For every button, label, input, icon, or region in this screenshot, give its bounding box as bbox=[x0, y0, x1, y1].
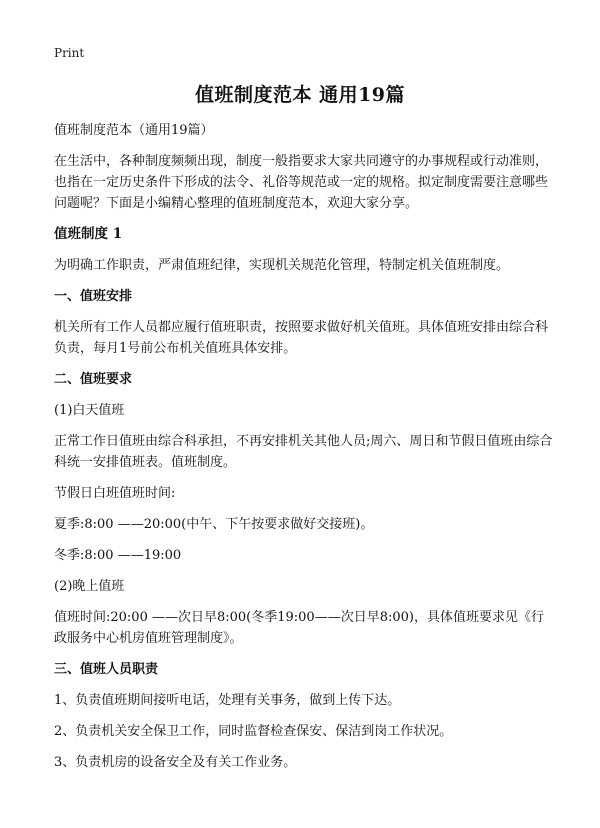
part1-heading: 一、值班安排 bbox=[54, 289, 133, 304]
summer-time: 夏季:8:00 ——20:00(中午、下午按要求做好交接班)。 bbox=[54, 517, 374, 532]
intro-paragraph: 在生活中，各种制度频频出现，制度一般指要求大家共同遵守的办事规程或行动准则，也指在一定历史条件下形成的法令、礼俗等规范或一定的规格。拟定制度需要注意哪些问题呢？下面是小编精心整理的值班制度范本，欢迎大家分享。 bbox=[54, 154, 549, 211]
night-shift-heading: (2)晚上值班 bbox=[54, 579, 125, 594]
document-body bbox=[54, 120, 554, 783]
document-subtitle: 值班制度范本（通用19篇） bbox=[54, 123, 214, 138]
day-shift-heading: (1)白天值班 bbox=[54, 403, 125, 418]
night-shift-paragraph: 值班时间:20:00 ——次日早8:00(冬季19:00——次日早8:00)，具体值班要求见《行政服务中心机房值班管理制度》。 bbox=[54, 610, 544, 646]
holiday-time-label: 节假日白班值班时间: bbox=[54, 486, 176, 501]
duty-item: 1、负责值班期间接听电话，处理有关事务，做到上传下达。 bbox=[54, 693, 401, 708]
day-shift-paragraph: 正常工作日值班由综合科承担，不再安排机关其他人员;周六、周日和节假日值班由综合科统一安排值班表。值班制度。 bbox=[54, 434, 553, 470]
part1-paragraph: 机关所有工作人员都应履行值班职责，按照要求做好机关值班。具体值班安排由综合科负责，每月1号前公布机关值班具体安排。 bbox=[54, 320, 549, 356]
duty-item: 2、负责机关安全保卫工作，同时监督检查保安、保洁到岗工作状况。 bbox=[54, 724, 453, 739]
section-heading: 值班制度 1 bbox=[54, 226, 123, 242]
print-label: Print bbox=[54, 46, 85, 60]
section-intro-paragraph: 为明确工作职责，严肃值班纪律，实现机关规范化管理，特制定机关值班制度。 bbox=[54, 258, 510, 273]
winter-time: 冬季:8:00 ——19:00 bbox=[54, 548, 182, 563]
duty-item: 3、负责机房的设备安全及有关工作业务。 bbox=[54, 755, 297, 770]
part3-heading: 三、值班人员职责 bbox=[54, 662, 159, 677]
document-title: 值班制度范本 通用19篇 bbox=[194, 84, 406, 106]
part2-heading: 二、值班要求 bbox=[54, 372, 133, 387]
